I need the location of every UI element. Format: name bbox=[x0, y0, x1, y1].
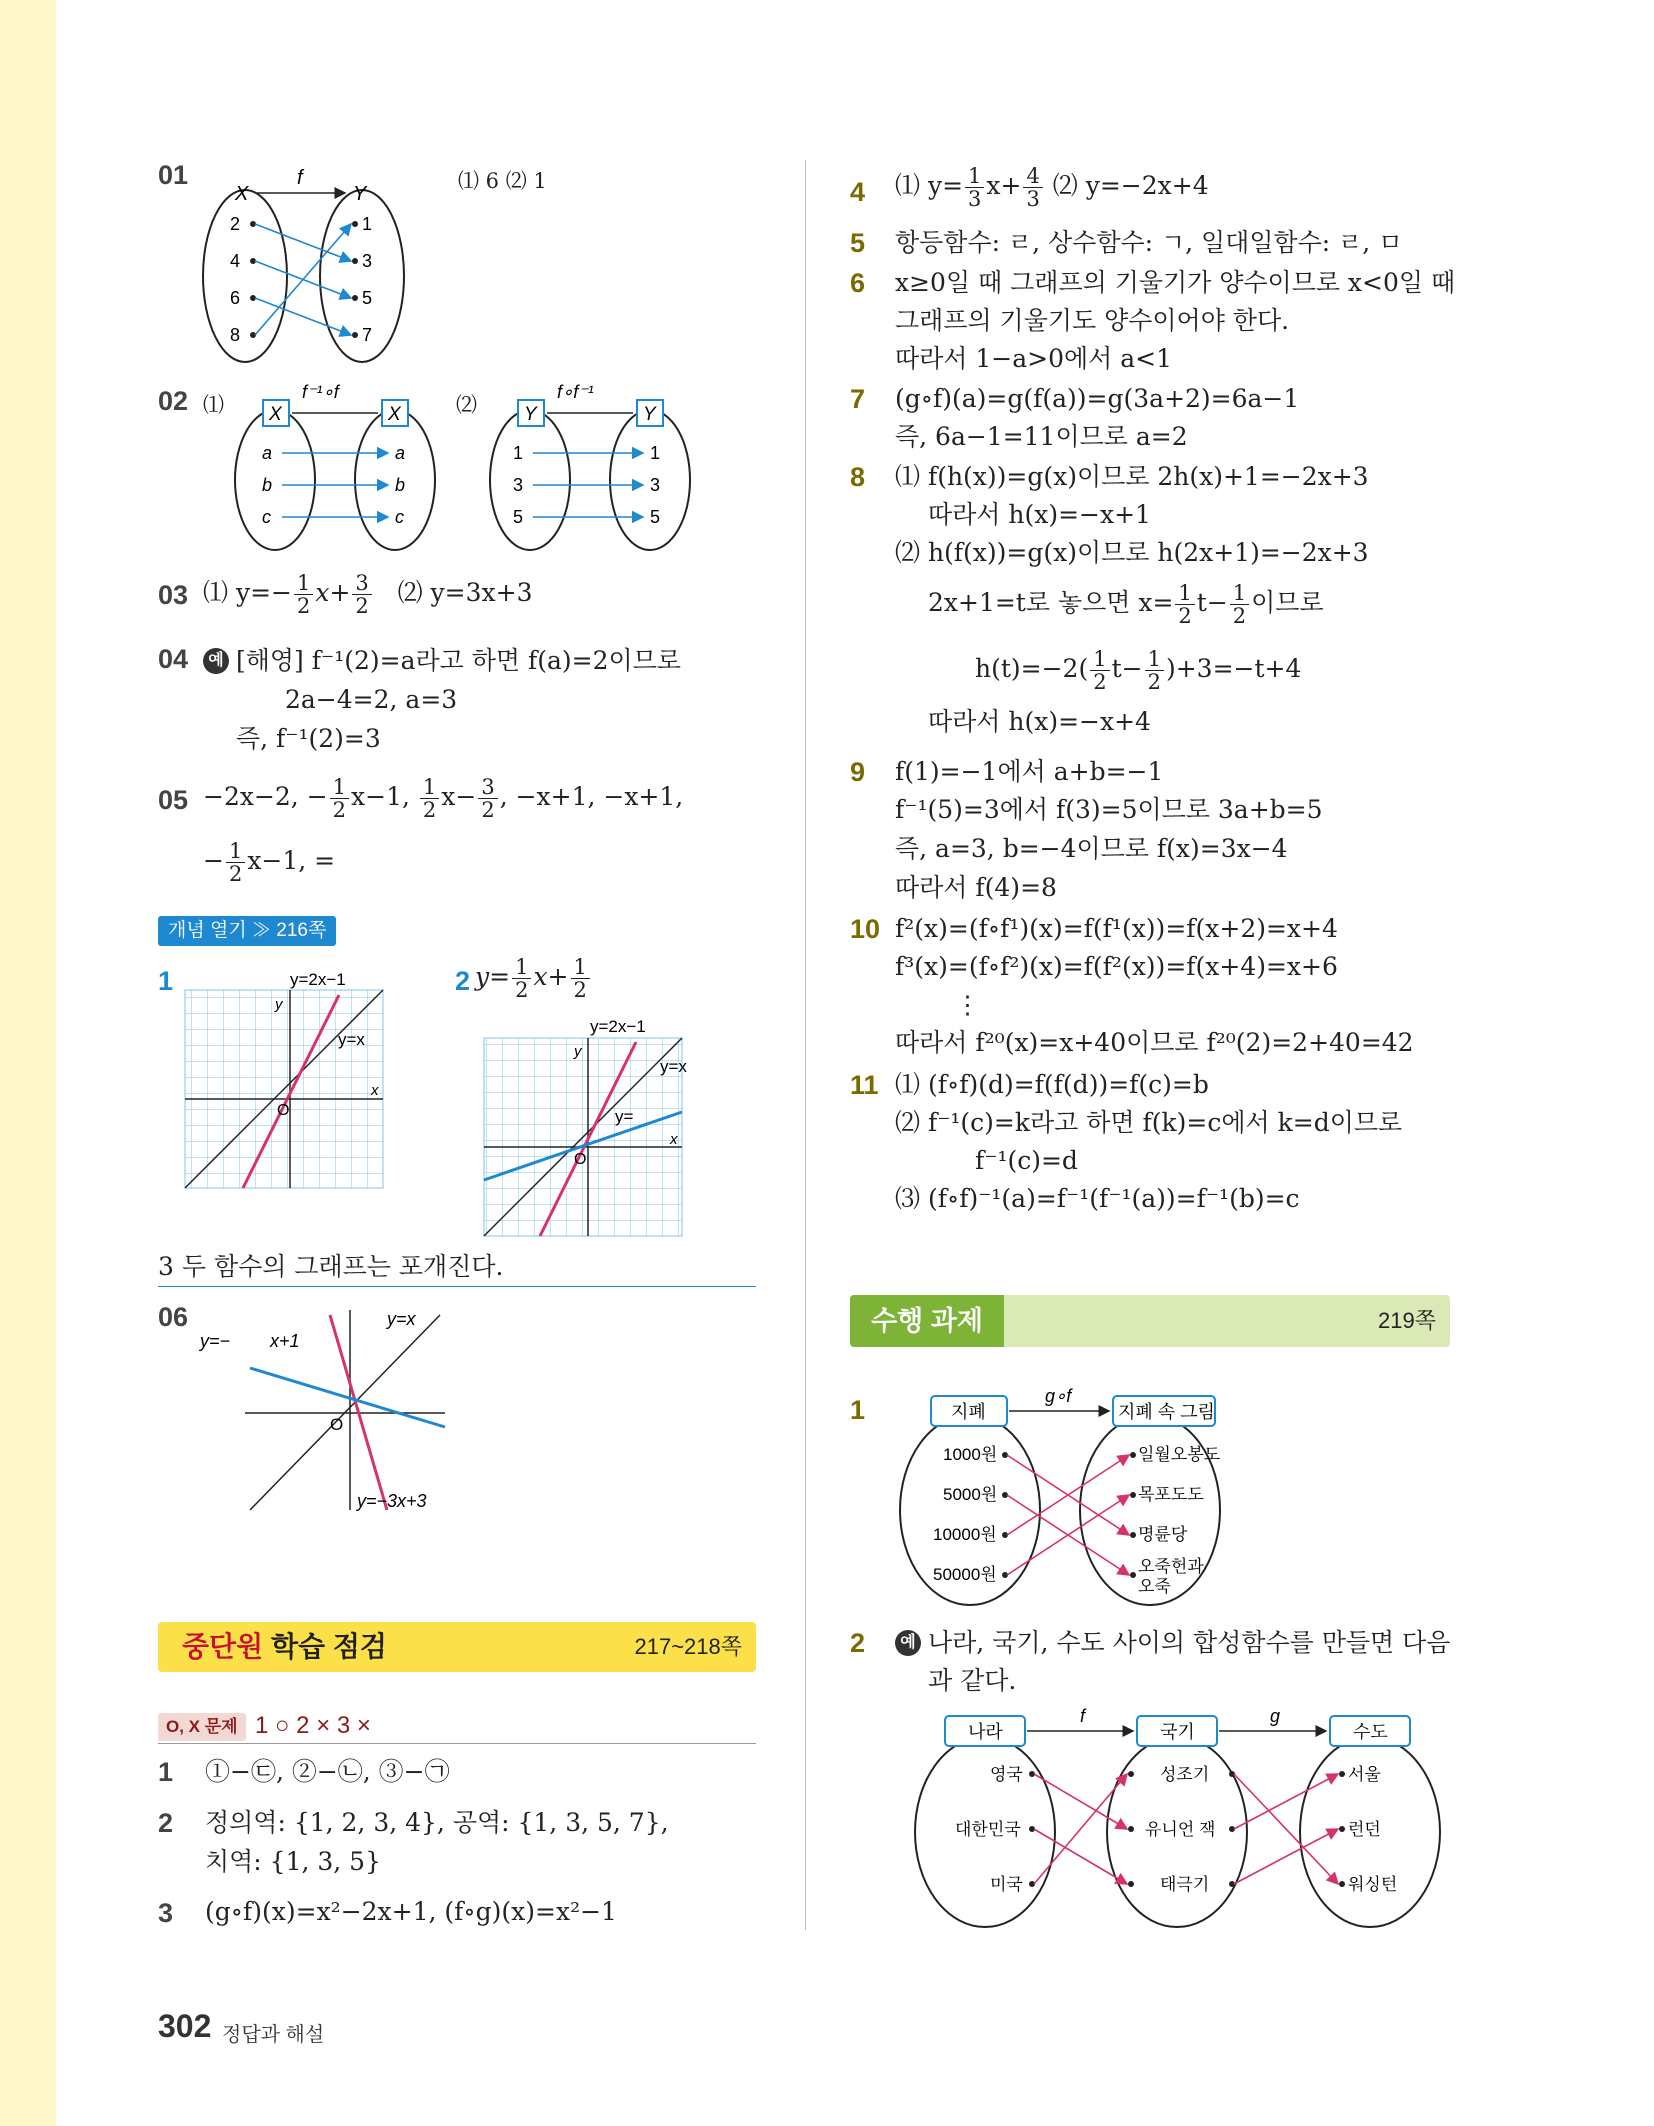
r10-line2: f³(x)=(f∘f²)(x)=f(f²(x))=f(x+4)=x+6 bbox=[895, 952, 1338, 981]
task2-f: f bbox=[1080, 1706, 1086, 1726]
task-pages: 219쪽 bbox=[1378, 1308, 1436, 1333]
mid-review-title-red: 중단원 bbox=[182, 1631, 264, 1662]
q06-label1: y=− bbox=[200, 1331, 231, 1351]
task1-map: g∘f bbox=[1045, 1386, 1072, 1406]
mr-a1: ①−㉢, ②−㉡, ③−㉠ bbox=[205, 1757, 450, 1786]
column-divider bbox=[805, 160, 806, 1930]
q01-number: 01 bbox=[158, 160, 189, 190]
svg-text:x: x bbox=[371, 1082, 379, 1099]
q01-left-1: 4 bbox=[230, 251, 241, 271]
r11-line4: ⑶ (f∘f)⁻¹(a)=f⁻¹(f⁻¹(a))=f⁻¹(b)=c bbox=[895, 1184, 1300, 1213]
r6-line2: 그래프의 기울기도 양수이어야 한다. bbox=[895, 306, 1290, 335]
graph2-title: y= $\frac{1}{2}$ x+ $\frac{1}{2}$ bbox=[475, 956, 592, 1001]
q01-mapping-diagram bbox=[195, 158, 420, 373]
mr-a1-number: 1 bbox=[158, 1757, 174, 1787]
r8-number: 8 bbox=[850, 462, 866, 492]
r8-line3: ⑵ h(f(x))=g(x)이므로 h(2x+1)=−2x+3 bbox=[895, 538, 1369, 567]
r8-line6: 따라서 h(x)=−x+4 bbox=[928, 707, 1151, 736]
task2-g: g bbox=[1270, 1706, 1281, 1726]
r6-line1: x≥0일 때 그래프의 기울기가 양수이므로 x<0일 때 bbox=[895, 268, 1456, 297]
section-rule bbox=[158, 1286, 756, 1287]
graph1-yx: y=x bbox=[338, 1030, 365, 1049]
task1-l1: 5000원 bbox=[943, 1485, 998, 1504]
q04-line2: 2a−4=2, a=3 bbox=[285, 685, 458, 714]
q01-set-x: X bbox=[235, 183, 249, 205]
task1-l2: 10000원 bbox=[933, 1525, 997, 1544]
q04-line3: 즉, f⁻¹(2)=3 bbox=[236, 724, 381, 753]
task1-r4: 오죽 bbox=[1138, 1577, 1171, 1596]
q06-number: 06 bbox=[158, 1302, 189, 1332]
task2-a2: 미국 bbox=[990, 1875, 1023, 1894]
q02-diagram-1 bbox=[230, 380, 450, 555]
q01-left-2: 6 bbox=[230, 288, 241, 308]
q01-set-y: Y bbox=[353, 183, 367, 205]
task2-c1: 런던 bbox=[1348, 1820, 1381, 1839]
q02-2-r2: 5 bbox=[650, 507, 661, 527]
q02-part1: ⑴ bbox=[203, 393, 224, 417]
q02-1-r1: b bbox=[395, 475, 406, 495]
q03-frac2: $\frac{3}{2}$ bbox=[352, 572, 371, 617]
r5-number: 5 bbox=[850, 228, 866, 258]
task1-l0: 1000원 bbox=[943, 1445, 998, 1464]
q05-number: 05 bbox=[158, 785, 189, 815]
graph2-l2: y=x bbox=[660, 1057, 687, 1076]
r11-line3: f⁻¹(c)=d bbox=[975, 1146, 1078, 1175]
mid-review-title: 학습 점검 bbox=[270, 1631, 387, 1662]
q03-frac1: $\frac{1}{2}$ bbox=[294, 572, 313, 617]
task2-a0: 영국 bbox=[990, 1765, 1023, 1784]
task2-line1: 나라, 국기, 수도 사이의 합성함수를 만들면 다음 bbox=[928, 1628, 1451, 1657]
task1-diagram bbox=[895, 1380, 1245, 1610]
task1-to: 지폐 속 그림 bbox=[1118, 1402, 1215, 1422]
q02-1-r0: a bbox=[395, 443, 406, 463]
r6-number: 6 bbox=[850, 268, 866, 298]
q01-left-3: 8 bbox=[230, 325, 241, 345]
q03-number: 03 bbox=[158, 580, 189, 610]
q05-line2: − $\frac{1}{2}$ x−1, = bbox=[203, 839, 336, 886]
mid-review-header bbox=[158, 1622, 756, 1672]
r6-line3: 따라서 1−a>0에서 a<1 bbox=[895, 344, 1173, 373]
q02-1-l2: c bbox=[262, 507, 271, 527]
task1-r3: 오죽헌과 bbox=[1138, 1557, 1204, 1576]
q02-2-set-b: Y bbox=[643, 404, 656, 425]
page-edge-strip bbox=[0, 0, 56, 2126]
q02-1-set-b: X bbox=[388, 404, 401, 425]
graph3-note: 3 두 함수의 그래프는 포개진다. bbox=[158, 1252, 504, 1281]
q02-1-l1: b bbox=[262, 475, 273, 495]
q02-1-label: f⁻¹∘f bbox=[302, 382, 339, 402]
q01-map-label: f bbox=[297, 167, 303, 189]
mr-a2-number: 2 bbox=[158, 1808, 174, 1838]
q02-1-set-a: X bbox=[269, 404, 282, 425]
mr-a3: (g∘f)(x)=x²−2x+1, (f∘g)(x)=x²−1 bbox=[205, 1897, 617, 1926]
r8-line1: ⑴ f(h(x))=g(x)이므로 2h(x)+1=−2x+3 bbox=[895, 462, 1369, 491]
ox-answers: 1 ○ 2 × 3 × bbox=[255, 1712, 371, 1739]
q02-part2: ⑵ bbox=[456, 393, 477, 417]
q01-right-0: 1 bbox=[362, 214, 373, 234]
q02-2-label: f∘f⁻¹ bbox=[557, 382, 594, 402]
r10-line4: 따라서 f²⁰(x)=x+40이므로 f²⁰(2)=2+40=42 bbox=[895, 1028, 1414, 1057]
q02-diagram-2 bbox=[485, 380, 705, 555]
q05-line1: −2x−2, − $\frac{1}{2}$ x−1, $\frac{1}{2}$ x− $\frac{3}{2}$ , −x+1, −x+1, bbox=[203, 775, 684, 822]
task1-l3: 50000원 bbox=[933, 1565, 997, 1584]
r9-line3: 즉, a=3, b=−4이므로 f(x)=3x−4 bbox=[895, 834, 1288, 863]
q01-right-3: 7 bbox=[362, 325, 373, 345]
graph1-number: 1 bbox=[158, 966, 174, 996]
svg-text:O: O bbox=[330, 1415, 344, 1434]
svg-text:x: x bbox=[670, 1131, 678, 1148]
r4-number: 4 bbox=[850, 177, 866, 207]
q02-number: 02 bbox=[158, 386, 189, 416]
r8-line5: h(t)=−2( $\frac{1}{2}$ t− $\frac{1}{2}$ )+3=−t+4 bbox=[975, 647, 1302, 694]
graph2 bbox=[470, 1012, 730, 1242]
q02-2-r0: 1 bbox=[650, 443, 661, 463]
r9-line1: f(1)=−1에서 a+b=−1 bbox=[895, 757, 1164, 786]
task2-b1: 유니언 잭 bbox=[1145, 1820, 1216, 1839]
task2-diagram bbox=[905, 1700, 1455, 1935]
r7-number: 7 bbox=[850, 384, 866, 414]
q02-2-l0: 1 bbox=[513, 443, 524, 463]
r7-line2: 즉, 6a−1=11이므로 a=2 bbox=[895, 422, 1188, 451]
r11-number: 11 bbox=[850, 1070, 879, 1100]
q03-part1: ⑴ y=− bbox=[203, 578, 292, 607]
q01-right-2: 5 bbox=[362, 288, 373, 308]
task2-line2: 과 같다. bbox=[928, 1666, 1017, 1695]
concept-tag: 개념 열기 ≫ 216쪽 bbox=[158, 916, 336, 946]
graph2-number: 2 bbox=[455, 966, 471, 996]
graph2-l1: y=2x−1 bbox=[590, 1017, 646, 1036]
q06-label2: y=x bbox=[387, 1309, 416, 1329]
ox-rule bbox=[158, 1743, 756, 1744]
r8-line4: 2x+1=t로 놓으면 x= $\frac{1}{2}$ t− $\frac{1}{2}$ 이므로 bbox=[928, 581, 1324, 628]
q06-label1b: x+1 bbox=[270, 1331, 300, 1351]
task2-a1: 대한민국 bbox=[955, 1820, 1021, 1839]
q02-2-set-a: Y bbox=[524, 404, 537, 425]
q01-left-0: 2 bbox=[230, 214, 241, 234]
task2-number: 2 bbox=[850, 1628, 866, 1658]
q02-2-l2: 5 bbox=[513, 507, 524, 527]
task-label: 수행 과제 bbox=[850, 1295, 1004, 1347]
q02-2-r1: 3 bbox=[650, 475, 661, 495]
r9-line4: 따라서 f(4)=8 bbox=[895, 873, 1057, 902]
q02-2-l1: 3 bbox=[513, 475, 524, 495]
q04-line1: [해영] f⁻¹(2)=a라고 하면 f(a)=2이므로 bbox=[236, 646, 681, 675]
task1-r2: 명륜당 bbox=[1138, 1525, 1188, 1544]
r7-line1: (g∘f)(a)=g(f(a))=g(3a+2)=6a−1 bbox=[895, 384, 1300, 413]
q02-1-r2: c bbox=[395, 507, 404, 527]
mr-a2-line1: 정의역: {1, 2, 3, 4}, 공역: {1, 3, 5, 7}, bbox=[205, 1808, 669, 1837]
graph1-label: y=2x−1 bbox=[290, 970, 346, 989]
graph1 bbox=[175, 965, 400, 1195]
r10-line1: f²(x)=(f∘f¹)(x)=f(f¹(x))=f(x+2)=x+4 bbox=[895, 914, 1338, 943]
r8-line2: 따라서 h(x)=−x+1 bbox=[928, 500, 1151, 529]
task2-c2: 워싱턴 bbox=[1348, 1875, 1398, 1894]
ox-tag: O, X 문제 bbox=[158, 1713, 246, 1741]
svg-text:O: O bbox=[277, 1102, 290, 1119]
task-header bbox=[850, 1295, 1450, 1347]
svg-text:y: y bbox=[574, 1043, 582, 1060]
graph2-l3: y= bbox=[615, 1107, 634, 1126]
task2-c0: 서울 bbox=[1348, 1765, 1381, 1784]
q03-answer bbox=[203, 572, 533, 617]
q02-1-l0: a bbox=[262, 443, 273, 463]
task1-from: 지폐 bbox=[951, 1402, 986, 1422]
task2-set-1: 국기 bbox=[1160, 1722, 1195, 1742]
q04-number: 04 bbox=[158, 644, 189, 674]
q03-part1b: x+ bbox=[315, 578, 351, 607]
r9-line2: f⁻¹(5)=3에서 f(3)=5이므로 3a+b=5 bbox=[895, 795, 1323, 824]
task2-b2: 태극기 bbox=[1160, 1875, 1210, 1894]
r11-line1: ⑴ (f∘f)(d)=f(f(d))=f(c)=b bbox=[895, 1070, 1209, 1099]
svg-text:y: y bbox=[275, 996, 283, 1013]
svg-text:O: O bbox=[574, 1151, 587, 1168]
mr-a3-number: 3 bbox=[158, 1898, 174, 1928]
r4-answer: ⑴ y= $\frac{1}{3}$ x+ $\frac{4}{3}$ ⑵ y=−2x+4 bbox=[895, 164, 1209, 211]
footer-label: 정답과 해설 bbox=[222, 2024, 325, 2046]
task2-b0: 성조기 bbox=[1160, 1765, 1210, 1784]
r5: 항등함수: ㄹ, 상수함수: ㄱ, 일대일함수: ㄹ, ㅁ bbox=[895, 228, 1403, 257]
q01-right-1: 3 bbox=[362, 251, 373, 271]
task1-r1: 목포도도 bbox=[1138, 1485, 1204, 1504]
task2-set-0: 나라 bbox=[968, 1722, 1003, 1742]
mr-a2-line2: 치역: {1, 3, 5} bbox=[205, 1847, 381, 1876]
r10-line3: ⋮ bbox=[955, 990, 980, 1019]
r11-line2: ⑵ f⁻¹(c)=k라고 하면 f(k)=c에서 k=d이므로 bbox=[895, 1108, 1403, 1137]
q06-graph bbox=[195, 1305, 495, 1515]
q01-answer: ⑴ 6 ⑵ 1 bbox=[458, 169, 547, 193]
q03-part2: ⑵ y=3x+3 bbox=[397, 578, 533, 607]
task1-number: 1 bbox=[850, 1395, 866, 1425]
page-number: 302 bbox=[158, 2008, 212, 2044]
example-badge: 예 bbox=[203, 648, 229, 674]
task2-set-2: 수도 bbox=[1353, 1722, 1388, 1742]
task1-r0: 일월오봉도 bbox=[1138, 1445, 1221, 1464]
r9-number: 9 bbox=[850, 757, 866, 787]
task2-badge: 예 bbox=[895, 1630, 921, 1656]
q06-label3: y=−3x+3 bbox=[357, 1491, 427, 1511]
mid-review-pages: 217~218쪽 bbox=[634, 1634, 742, 1659]
r10-number: 10 bbox=[850, 914, 881, 944]
